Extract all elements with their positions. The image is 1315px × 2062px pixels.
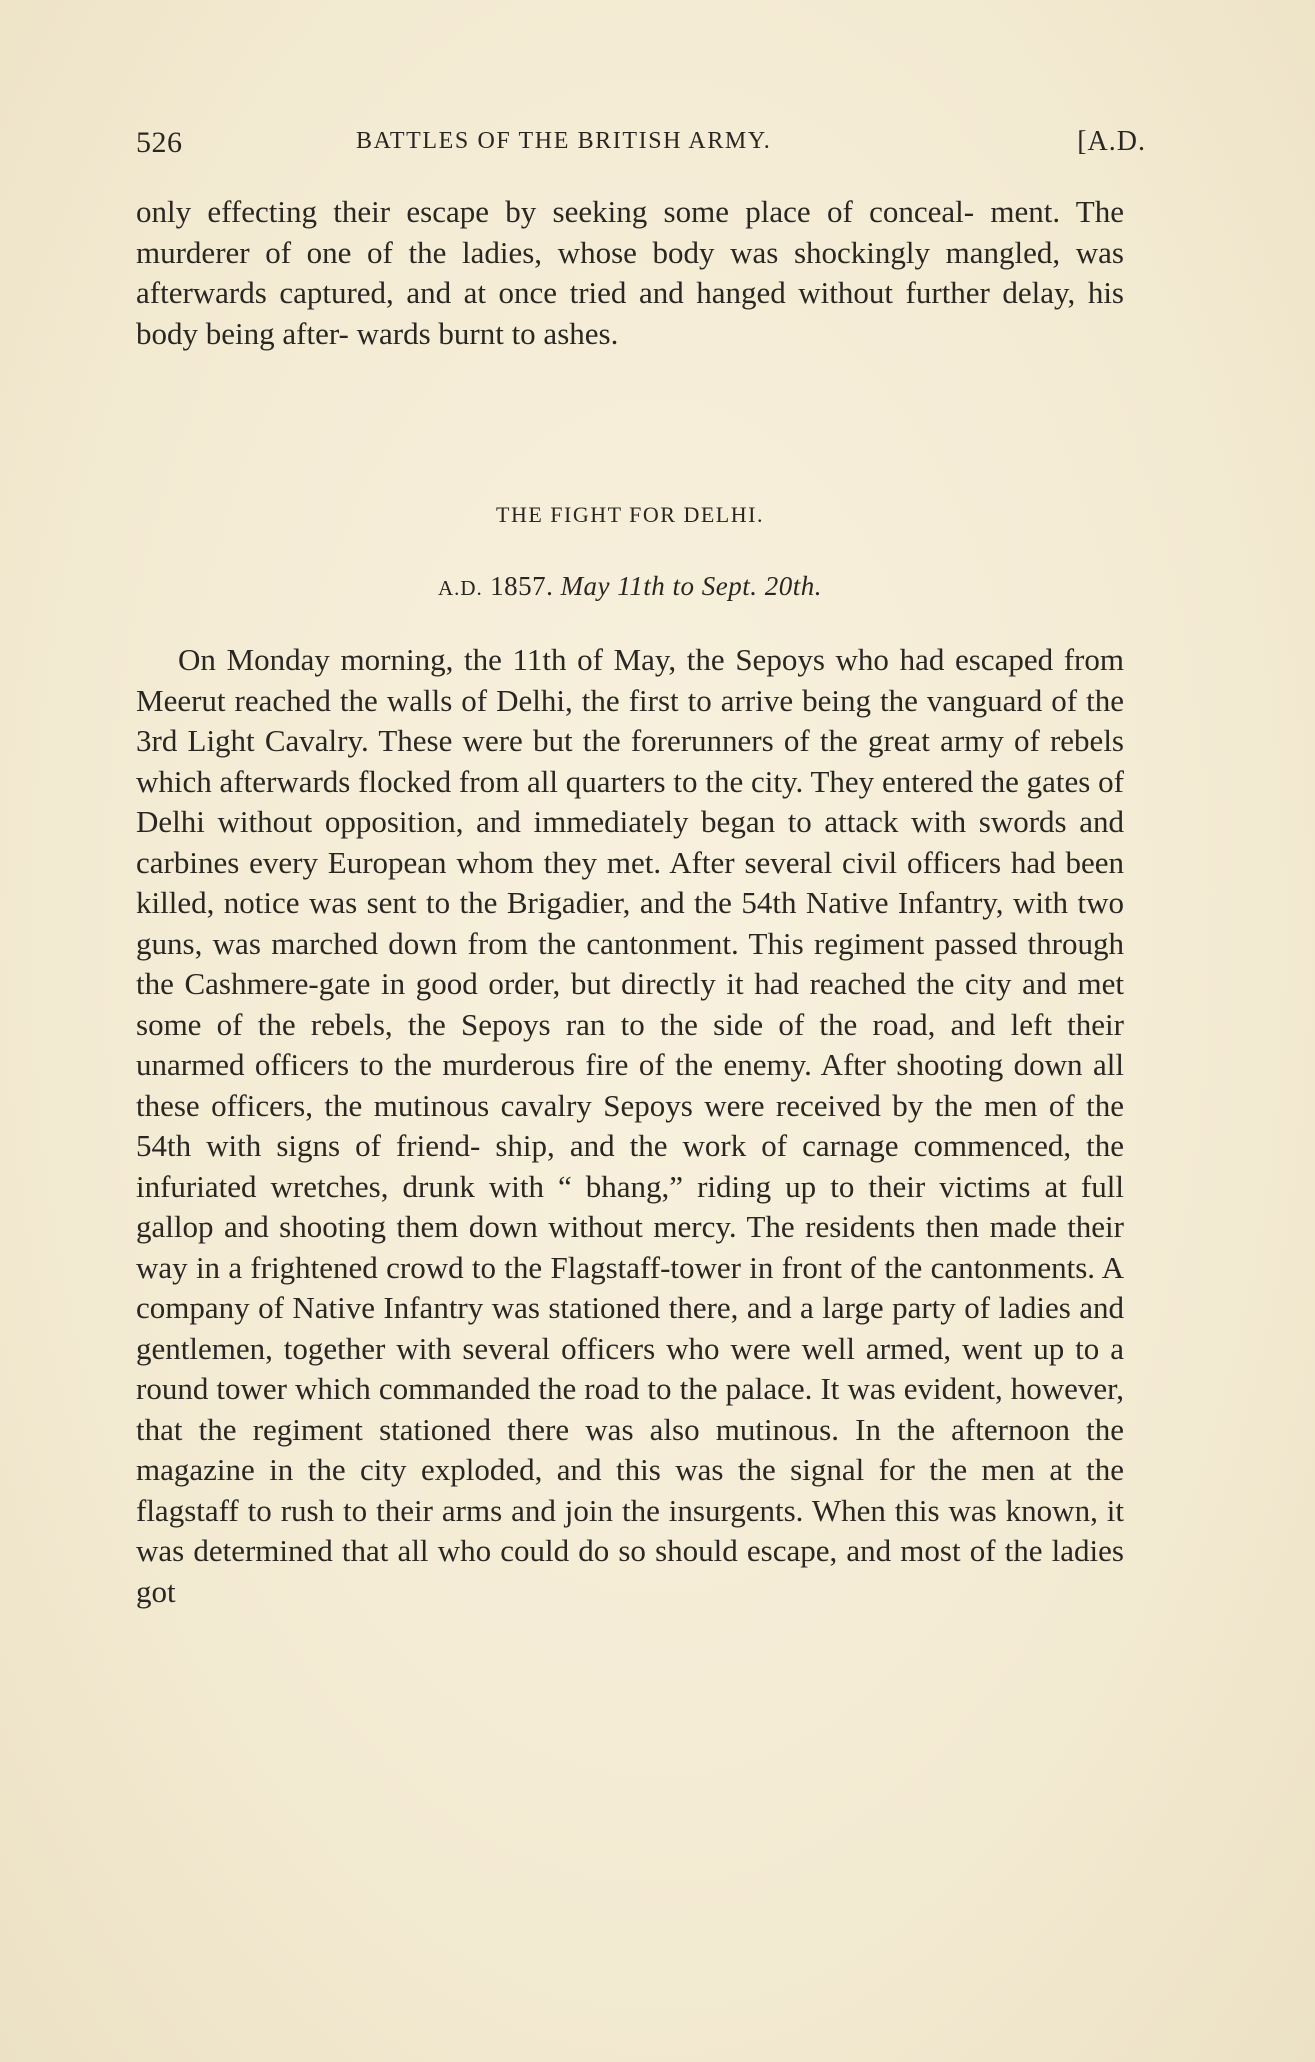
paragraph-continued: only effecting their escape by seeking some place of conceal- ment. The murderer of one of the ladies, whose body was shockingly mangled, was afterwards captured, and at once tried and hanged without further delay, his body being after- wards burnt to ashes. xyxy=(136,194,1124,351)
paragraph-main: On Monday morning, the 11th of May, the Sepoys who had escaped from Meerut reached the walls of Delhi, the first to arrive being the vanguard of the 3rd Light Cavalry. These were but the forerunners of the great army of rebels which afterwards flocked from all quarters to the city. They entered the gates of Delhi without opposition, and immediately began to attack with swords and carbines every European whom they met. After several civil officers had been killed, notice was sent to the Brigadier, and the 54th Native Infantry, with two guns, was marched down from the cantonment. This regiment passed through the Cashmere-gate in good order, but directly it had reached the city and met some of the rebels, the Sepoys ran to the side of the road, and left their unarmed officers to the murderous fire of the enemy. After shooting down all these officers, the mutinous cavalry Sepoys were received by the men of the 54th with signs of friend- ship, and the work of carnage commenced, the infuriated wretches, drunk with “ bhang,” riding up to their victims at full gallop and shooting them down without mercy. The residents then made their way in a frightened crowd to the Flagstaff-tower in front of the cantonments. A company of Native Infantry was stationed there, and a large party of ladies and gentlemen, together with several officers who were well armed, went up to a round tower which commanded the road to the palace. It was evident, however, that the regiment stationed there was also mutinous. In the afternoon the magazine in the city exploded, and this was the signal for the men at the flagstaff to rush to their arms and join the insurgents. When this was known, it was determined that all who could do so should escape, and most of the ladies got xyxy=(136,642,1124,1609)
running-era: [A.D. xyxy=(1077,126,1146,157)
section-dateline xyxy=(136,571,1124,602)
date-range: May 11th to Sept. 20th. xyxy=(560,571,823,601)
date-era: A.D. xyxy=(437,576,483,600)
page-number: 526 xyxy=(136,126,183,159)
date-year: 1857. xyxy=(490,571,554,601)
running-title: BATTLES OF THE BRITISH ARMY. xyxy=(356,128,772,154)
running-head xyxy=(136,126,1146,166)
section-heading: THE FIGHT FOR DELHI. xyxy=(496,502,764,527)
